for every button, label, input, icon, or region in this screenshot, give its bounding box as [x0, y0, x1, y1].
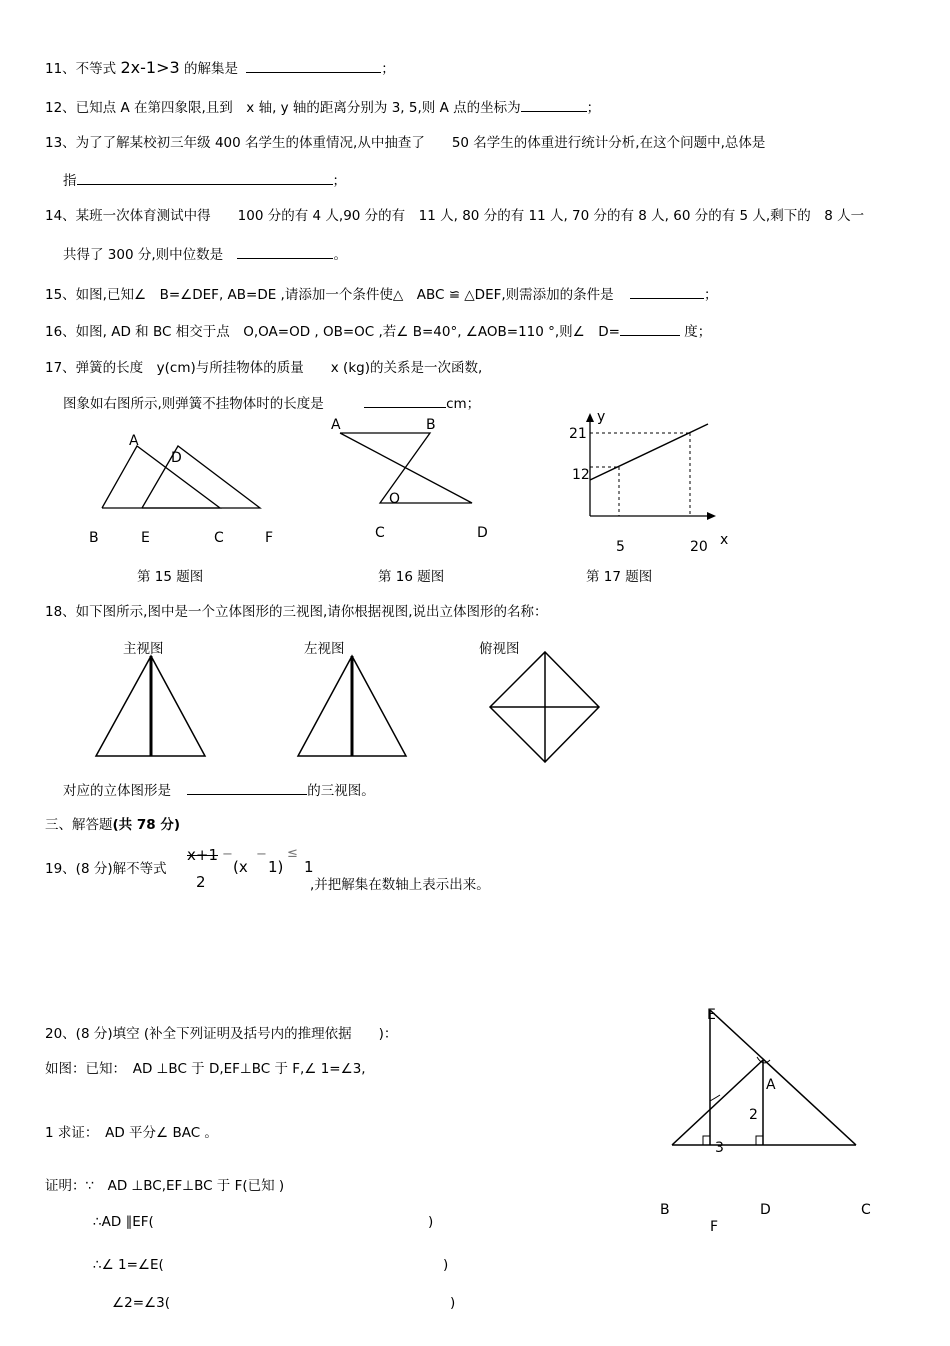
- q18-answer-line: [63, 780, 375, 800]
- q19-numerator: x+1: [187, 846, 218, 864]
- q19-suffix: ,并把解集在数轴上表示出来。: [310, 877, 490, 893]
- fig17-y-arrow: [586, 413, 594, 422]
- section-3-title: 三、解答题: [45, 817, 113, 833]
- q15-end: ；: [703, 287, 718, 303]
- q13-prefix: 指: [63, 173, 77, 189]
- fig15-caption: 第 15 题图: [137, 569, 204, 585]
- q15-text: 15、如图,已知∠ B=∠DEF, AB=DE ,请添加一个条件使△ ABC ≌ △DEF,则需添加的条件是: [45, 287, 614, 303]
- q19-minus-2: −: [256, 847, 267, 862]
- question-14-line2: [63, 244, 347, 264]
- fig20-label-d: D: [760, 1202, 771, 1218]
- q19-leq: ≤: [287, 846, 298, 861]
- q12-answer-blank[interactable]: [521, 97, 587, 112]
- fig15-label-c: C: [214, 530, 224, 546]
- fig16-label-a: A: [331, 417, 341, 433]
- fig17-label-5: 5: [616, 539, 625, 555]
- top-view-figure: [485, 648, 605, 768]
- q17-prefix: 图象如右图所示,则弹簧不挂物体时的长度是: [63, 396, 324, 412]
- q14-end: 。: [333, 247, 347, 263]
- q11-end: ；: [381, 61, 395, 77]
- fig15-triangle-abc: [102, 446, 220, 508]
- fig15-label-d: D: [171, 450, 182, 466]
- q19-minus-1: −: [222, 847, 233, 862]
- q18-left-view-label: 左视图: [304, 641, 345, 657]
- q14-prefix: 共得了 300 分,则中位数是: [63, 247, 224, 263]
- fig16-label-o: O: [389, 491, 401, 507]
- fig20-line-ec: [710, 1010, 856, 1145]
- fig17-caption: 第 17 题图: [586, 569, 653, 585]
- question-13-line2: [63, 170, 346, 190]
- question-19-prefix: 19、(8 分)解不等式: [45, 861, 167, 877]
- q18-answer-blank[interactable]: [187, 780, 307, 795]
- question-17-line2: [63, 393, 480, 413]
- question-20-title: 20、(8 分)填空 (补全下列证明及括号内的推理依据 )：: [45, 1026, 398, 1042]
- q18-answer-suffix: 的三视图。: [307, 783, 375, 799]
- q16-answer-blank[interactable]: [620, 321, 680, 336]
- figure-17: [580, 410, 730, 530]
- q20-proof-start: 证明：∵ AD ⊥BC,EF⊥BC 于 F(已知 ): [45, 1178, 285, 1194]
- q11-prefix: 11、不等式: [45, 61, 117, 77]
- fig16-label-d: D: [477, 525, 488, 541]
- section-3-score: (共 78 分): [112, 817, 181, 833]
- question-17-line1: 17、弹簧的长度 y(cm)与所挂物体的质量 x (kg)的关系是一次函数,: [45, 360, 483, 376]
- q20-step3-end[interactable]: ): [450, 1295, 456, 1311]
- q17-answer-blank[interactable]: [364, 393, 446, 408]
- fig17-label-12: 12: [572, 467, 590, 483]
- q15-answer-blank[interactable]: [630, 284, 704, 299]
- fig20-label-f: F: [710, 1219, 719, 1235]
- q19-paren-1: 1): [268, 858, 284, 876]
- question-11: [45, 58, 395, 78]
- q14-answer-blank[interactable]: [237, 244, 333, 259]
- fig17-label-20: 20: [690, 539, 708, 555]
- q18-front-view-label: 主视图: [123, 641, 164, 657]
- fig20-label-c: C: [861, 1202, 871, 1218]
- q13-answer-blank[interactable]: [77, 170, 333, 185]
- q11-expr: 2x-1>3: [120, 58, 180, 77]
- front-view-figure: [90, 652, 210, 762]
- q20-step3: ∠2=∠3(: [112, 1295, 170, 1311]
- fig15-label-a: A: [129, 433, 139, 449]
- question-16: [45, 321, 711, 341]
- fig15-label-f: F: [265, 530, 274, 546]
- left-view-figure: [290, 652, 410, 762]
- q20-given: 如图：已知： AD ⊥BC 于 D,EF⊥BC 于 F,∠ 1=∠3,: [45, 1061, 366, 1077]
- fig17-label-21: 21: [569, 426, 587, 442]
- q19-paren-x: (x: [233, 858, 248, 876]
- fig17-label-y: y: [597, 409, 606, 425]
- question-14-line1: 14、某班一次体育测试中得 100 分的有 4 人,90 分的有 11 人, 80 分的有 11 人, 70 分的有 8 人, 60 分的有 5 人,剩下的 8 人一: [45, 208, 865, 224]
- q16-end: 度；: [684, 324, 712, 340]
- fig20-right-angle-d: [756, 1136, 763, 1145]
- q12-end: ；: [586, 100, 601, 116]
- fig15-triangle-def: [142, 446, 260, 508]
- fig20-label-3: 3: [715, 1140, 724, 1156]
- q12-text: 12、已知点 A 在第四象限,且到 x 轴, y 轴的距离分别为 3, 5,则 A 点的坐标为: [45, 100, 521, 116]
- q16-text: 16、如图, AD 和 BC 相交于点 O,OA=OD , OB=OC ,若∠ B=40°, ∠AOB=110 °,则∠ D=: [45, 324, 620, 340]
- figure-20: [665, 1005, 865, 1155]
- q18-answer-prefix: 对应的立体图形是: [63, 783, 171, 799]
- fig16-label-b: B: [426, 417, 436, 433]
- fig20-line-ba: [672, 1060, 763, 1145]
- section-3-heading: [45, 816, 180, 834]
- fig16-crossed-lines: [340, 433, 472, 503]
- fig20-label-e: E: [707, 1007, 716, 1023]
- question-13-line1: 13、为了了解某校初三年级 400 名学生的体重情况,从中抽查了 50 名学生的体重进行统计分析,在这个问题中,总体是: [45, 135, 766, 151]
- fig20-right-angle-f: [703, 1136, 710, 1145]
- q11-suffix: 的解集是: [183, 61, 238, 77]
- fig15-label-e: E: [141, 530, 150, 546]
- q20-step2-end[interactable]: ): [443, 1257, 449, 1273]
- q11-answer-blank[interactable]: [246, 58, 381, 73]
- q19-denominator: 2: [196, 873, 206, 891]
- q18-top-view-label: 俯视图: [479, 641, 520, 657]
- q20-step1-end[interactable]: ): [428, 1214, 434, 1230]
- q20-prove: 1 求证： AD 平分∠ BAC 。: [45, 1125, 218, 1141]
- fig20-label-2: 2: [749, 1107, 758, 1123]
- figure-15: [90, 430, 290, 540]
- question-15: [45, 284, 717, 304]
- q19-one: 1: [304, 858, 314, 876]
- fig16-caption: 第 16 题图: [378, 569, 445, 585]
- fig15-label-b: B: [89, 530, 99, 546]
- q17-end: cm；: [446, 396, 481, 412]
- q20-step2: ∴∠ 1=∠E(: [93, 1257, 164, 1273]
- fig16-label-c: C: [375, 525, 385, 541]
- q20-step1: ∴AD ∥EF(: [93, 1214, 154, 1230]
- figure-16: [330, 425, 490, 525]
- fig17-x-arrow: [707, 512, 716, 520]
- fig20-label-b: B: [660, 1202, 670, 1218]
- question-12: [45, 97, 600, 117]
- fig20-label-a: A: [766, 1077, 776, 1093]
- fig20-angle-2-arc: [710, 1095, 720, 1101]
- fig17-label-x: x: [720, 532, 729, 548]
- question-18: 18、如下图所示,图中是一个立体图形的三视图,请你根据视图,说出立体图形的名称：: [45, 604, 548, 620]
- q13-end: ；: [332, 173, 346, 189]
